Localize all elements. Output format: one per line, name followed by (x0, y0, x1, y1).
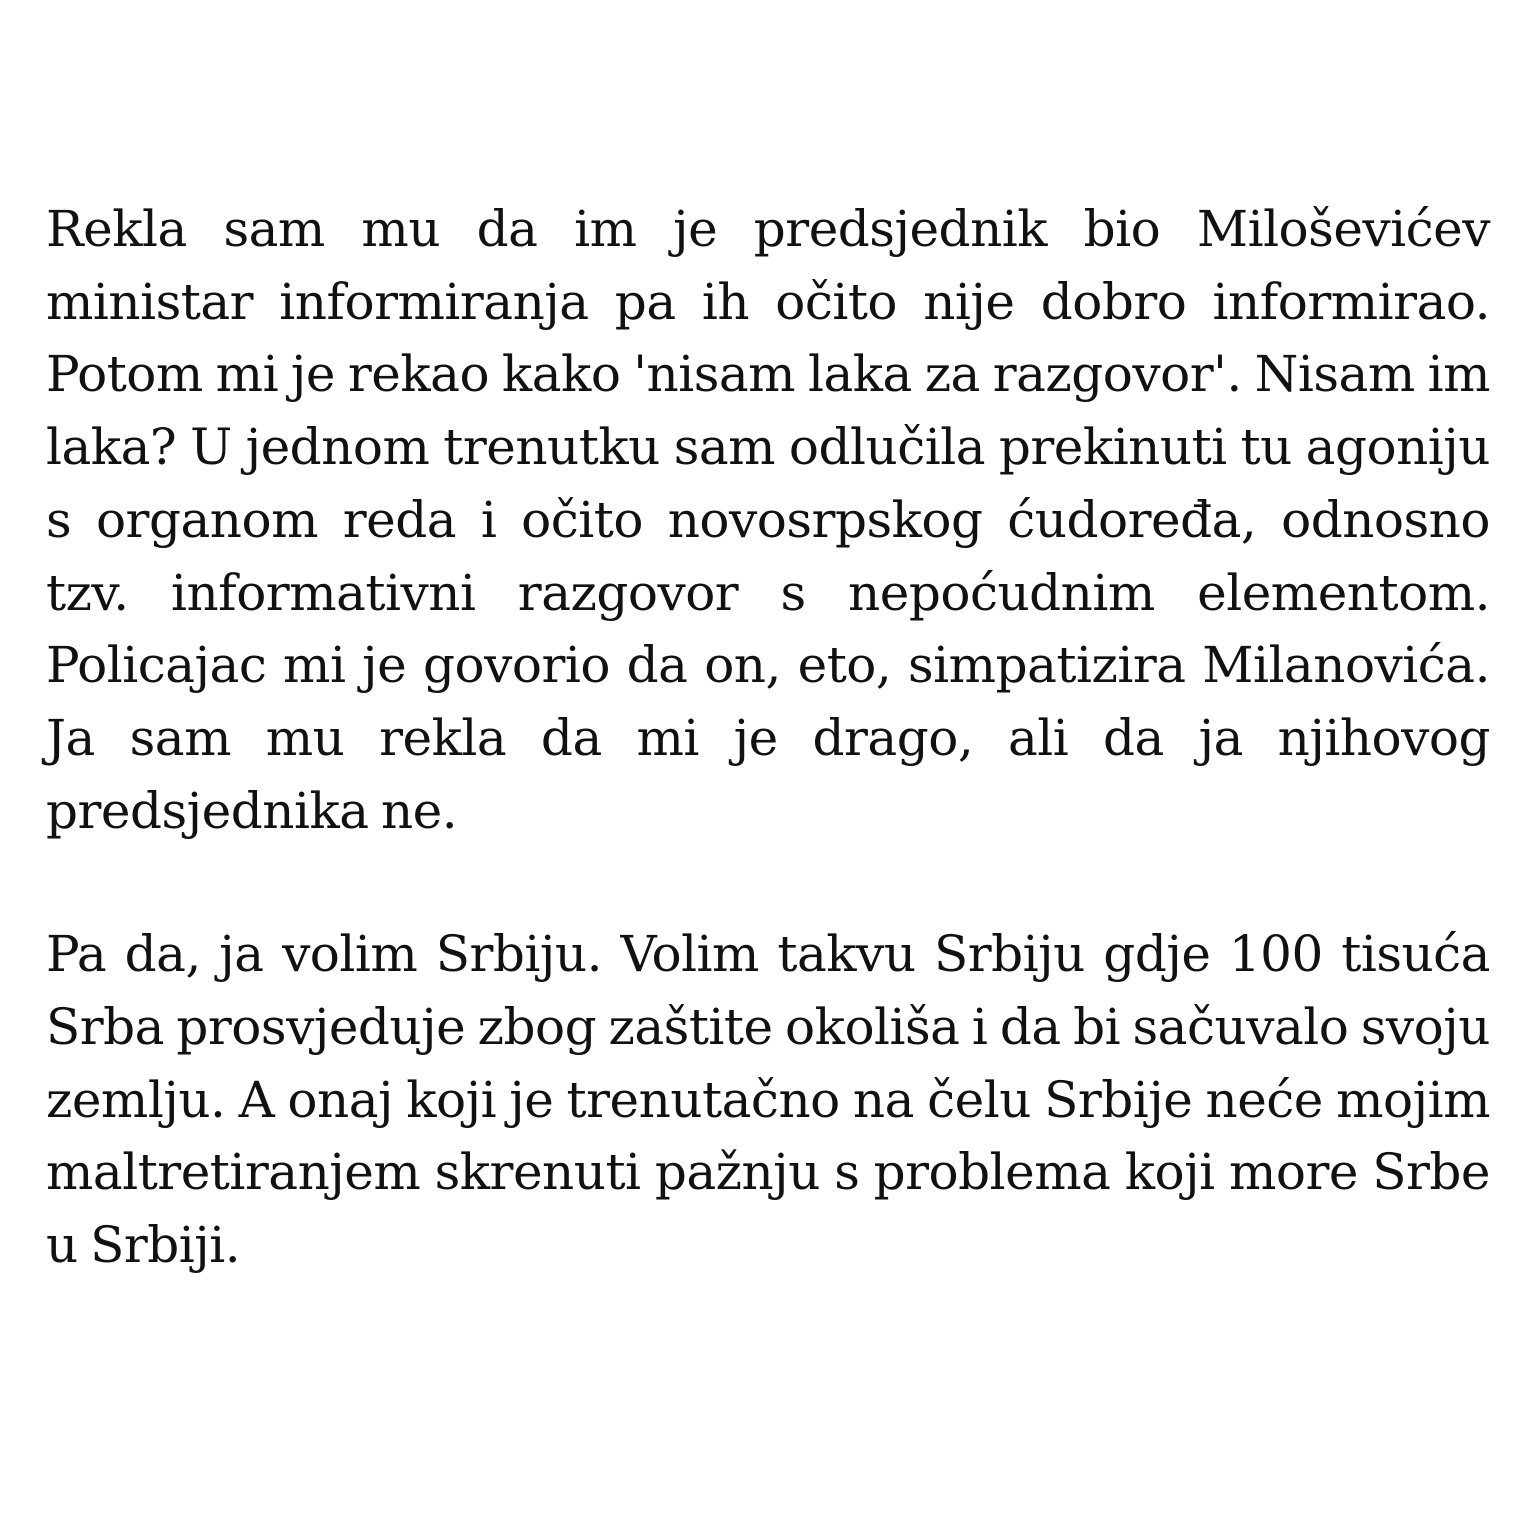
paragraph-police-conversation: Rekla sam mu da im je predsjednik bio Miloševićev ministar informiranja pa ih očito nije dobro informirao. Potom mi je rekao kako 'nisam laka za razgovor'. Nisam im laka? U jednom trenutku sam odlučila prekinuti tu agoniju s organom reda i očito novosrpskog ćudoređa, odnosno tzv. informativni razgovor s nepoćudnim elementom. Policajac mi je govorio da on, eto, simpatizira Milanovića. Ja sam mu rekla da mi je drago, ali da ja njihovog predsjednika ne. (46, 200, 1490, 840)
document-body (46, 193, 1490, 1282)
paragraph-love-serbia: Pa da, ja volim Srbiju. Volim takvu Srbiju gdje 100 tisuća Srba prosvjeduje zbog zaštite okoliša i da bi sačuvalo svoju zemlju. A onaj koji je trenutačno na čelu Srbije neće mojim maltretiranjem skrenuti pažnju s problema koji more Srbe u Srbiji. (46, 925, 1490, 1275)
